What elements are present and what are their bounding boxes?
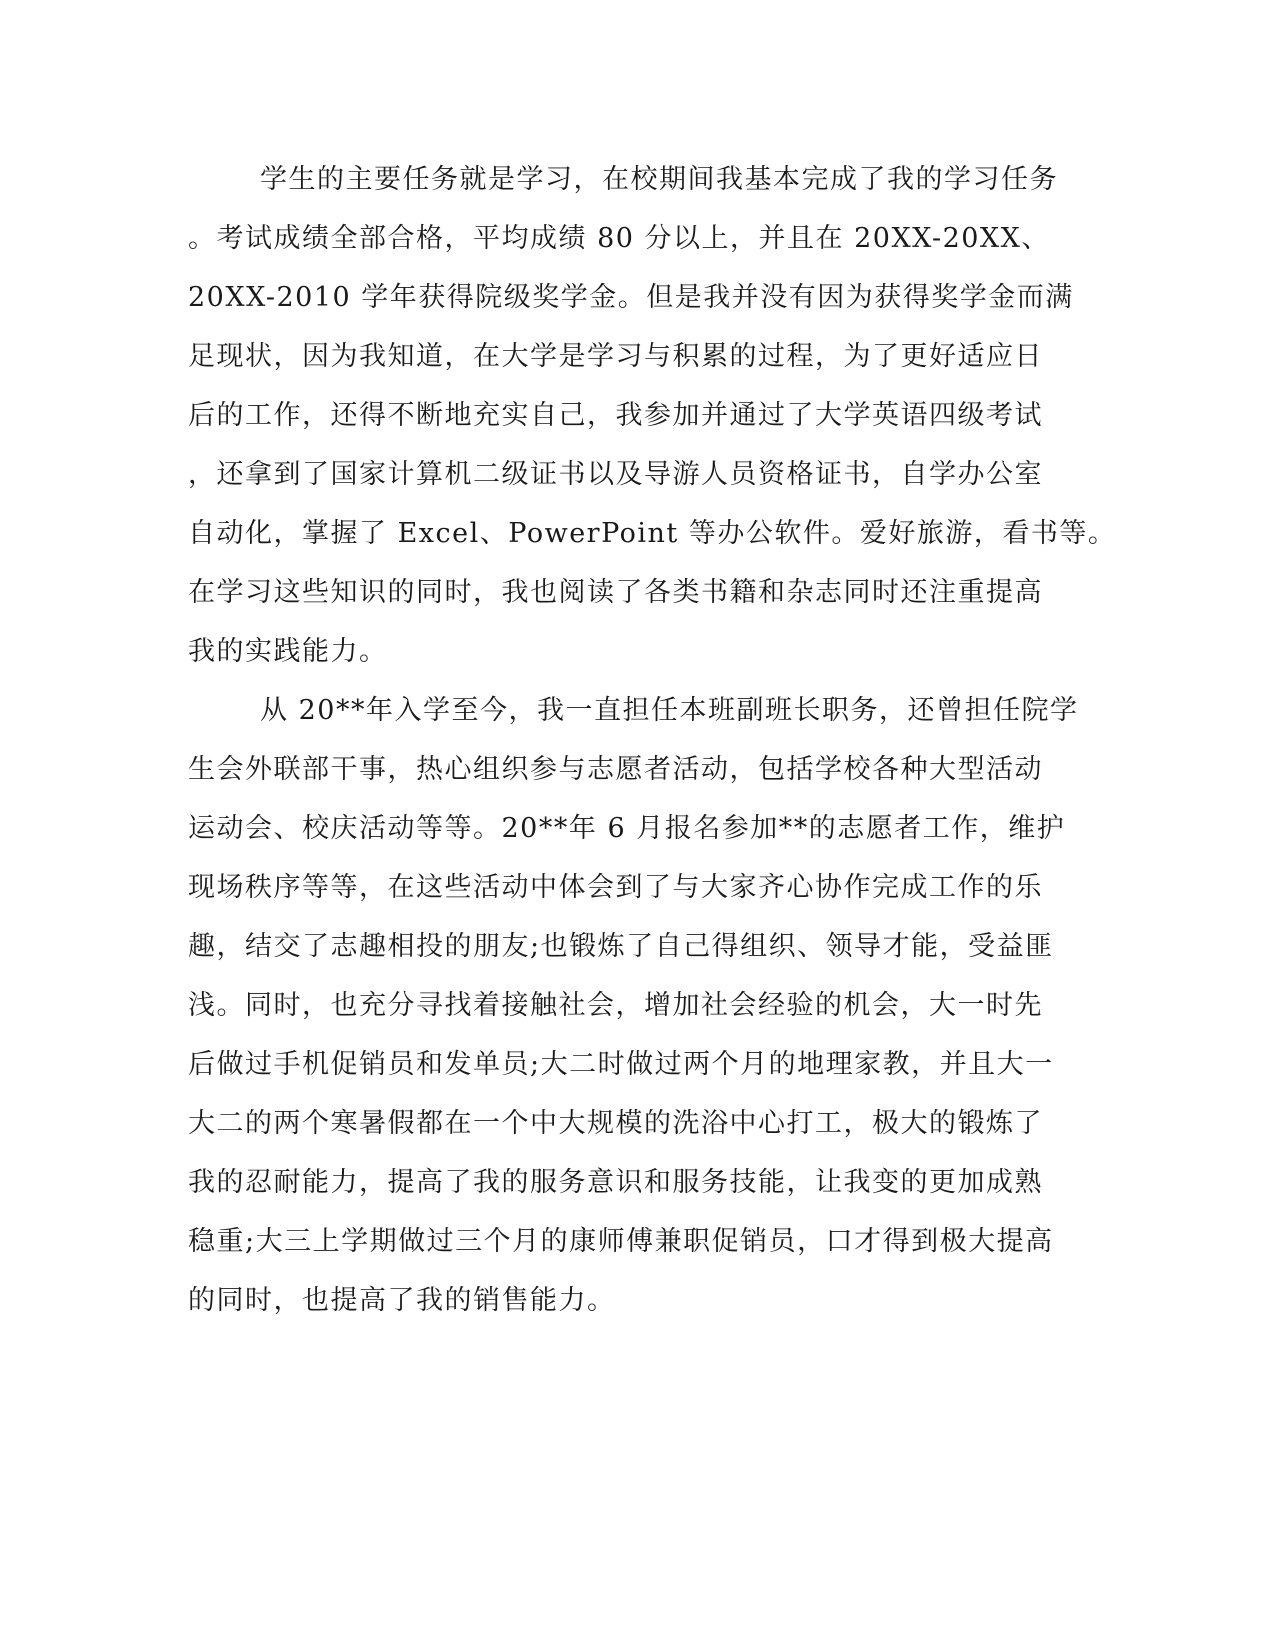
paragraph-1-line-4: 足现状，因为我知道，在大学是学习与积累的过程，为了更好适应日 — [188, 341, 1043, 372]
paragraph-1-line-9: 我的实践能力。 — [188, 636, 388, 667]
paragraph-2-line-4: 现场秩序等等，在这些活动中体会到了与大家齐心协作完成工作的乐 — [188, 872, 1043, 903]
paragraph-1-line-3: 20XX-2010 学年获得院级奖学金。但是我并没有因为获得奖学金而满 — [188, 282, 1074, 313]
paragraph-1-line-7: 自动化，掌握了 Excel、PowerPoint 等办公软件。爱好旅游，看书等。 — [188, 518, 1117, 549]
paragraph-1-line-2: 。考试成绩全部合格，平均成绩 80 分以上，并且在 20XX-20XX、 — [188, 223, 1050, 254]
paragraph-1-line-5: 后的工作，还得不断地充实自己，我参加并通过了大学英语四级考试 — [188, 400, 1043, 431]
paragraph-2-line-3: 运动会、校庆活动等等。20**年 6 月报名参加**的志愿者工作，维护 — [188, 813, 1066, 844]
paragraph-1-line-8: 在学习这些知识的同时，我也阅读了各类书籍和杂志同时还注重提高 — [188, 577, 1043, 608]
paragraph-1-line-1: 学生的主要任务就是学习，在校期间我基本完成了我的学习任务 — [260, 164, 1058, 195]
paragraph-2-line-1: 从 20**年入学至今，我一直担任本班副班长职务，还曾担任院学 — [260, 695, 1079, 726]
paragraph-2-line-10: 稳重;大三上学期做过三个月的康师傅兼职促销员，口才得到极大提高 — [188, 1226, 1054, 1257]
paragraph-2-line-8: 大二的两个寒暑假都在一个中大规模的洗浴中心打工，极大的锻炼了 — [188, 1108, 1043, 1139]
paragraph-2-line-11: 的同时，也提高了我的销售能力。 — [188, 1285, 616, 1316]
paragraph-2-line-5: 趣，结交了志趣相投的朋友;也锻炼了自己得组织、领导才能，受益匪 — [188, 931, 1054, 962]
paragraph-1-line-6: ，还拿到了国家计算机二级证书以及导游人员资格证书，自学办公室 — [188, 459, 1043, 490]
paragraph-2-line-7: 后做过手机促销员和发单员;大二时做过两个月的地理家教，并且大一 — [188, 1049, 1054, 1080]
paragraph-2-line-6: 浅。同时，也充分寻找着接触社会，增加社会经验的机会，大一时先 — [188, 990, 1043, 1021]
paragraph-2-line-2: 生会外联部干事，热心组织参与志愿者活动，包括学校各种大型活动 — [188, 754, 1043, 785]
paragraph-2-line-9: 我的忍耐能力，提高了我的服务意识和服务技能，让我变的更加成熟 — [188, 1167, 1043, 1198]
